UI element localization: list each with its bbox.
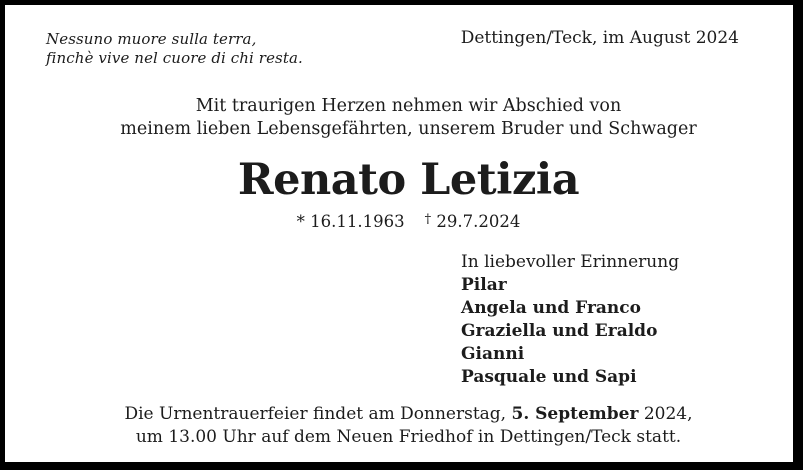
funeral-announcement bbox=[5, 403, 807, 449]
birth-group bbox=[297, 212, 405, 231]
life-dates bbox=[5, 212, 807, 231]
funeral-line-1-post: 2024, bbox=[638, 404, 693, 424]
remembrance-heading: In liebevoller Erinnerung bbox=[461, 252, 680, 272]
intro-line-1: Mit traurigen Herzen nehmen wir Abschied von bbox=[195, 96, 622, 116]
deceased-name: Renato Letizia bbox=[237, 155, 580, 205]
mourner-name: Angela und Franco bbox=[461, 298, 641, 318]
funeral-line-1 bbox=[5, 403, 807, 426]
epigraph-line-1: Nessuno muore sulla terra, bbox=[46, 30, 257, 48]
epigraph-line-2: finchè vive nel cuore di chi resta. bbox=[46, 49, 303, 67]
mourner-name: Pasquale und Sapi bbox=[461, 367, 637, 387]
death-date: 29.7.2024 bbox=[436, 212, 521, 231]
mourner-name: Gianni bbox=[461, 344, 525, 364]
birth-date: 16.11.1963 bbox=[310, 212, 405, 231]
dateline: Dettingen/Teck, im August 2024 bbox=[460, 28, 739, 48]
mourners-block bbox=[461, 251, 679, 389]
mourner-name: Pilar bbox=[461, 275, 507, 295]
funeral-line-1-pre: Die Urnentrauerfeier findet am Donnerstag, bbox=[124, 404, 512, 424]
epigraph bbox=[46, 30, 303, 68]
funeral-line-2: um 13.00 Uhr auf dem Neuen Friedhof in Dettingen/Teck statt. bbox=[135, 427, 682, 447]
death-group bbox=[425, 212, 521, 231]
birth-symbol: * bbox=[296, 212, 305, 231]
mourner-name: Graziella und Eraldo bbox=[461, 321, 658, 341]
intro-line-2: meinem lieben Lebensgefährten, unserem Bruder und Schwager bbox=[120, 119, 697, 139]
cross-icon: † bbox=[424, 212, 432, 227]
funeral-date: 5. September bbox=[511, 404, 639, 424]
intro-text bbox=[5, 95, 807, 141]
